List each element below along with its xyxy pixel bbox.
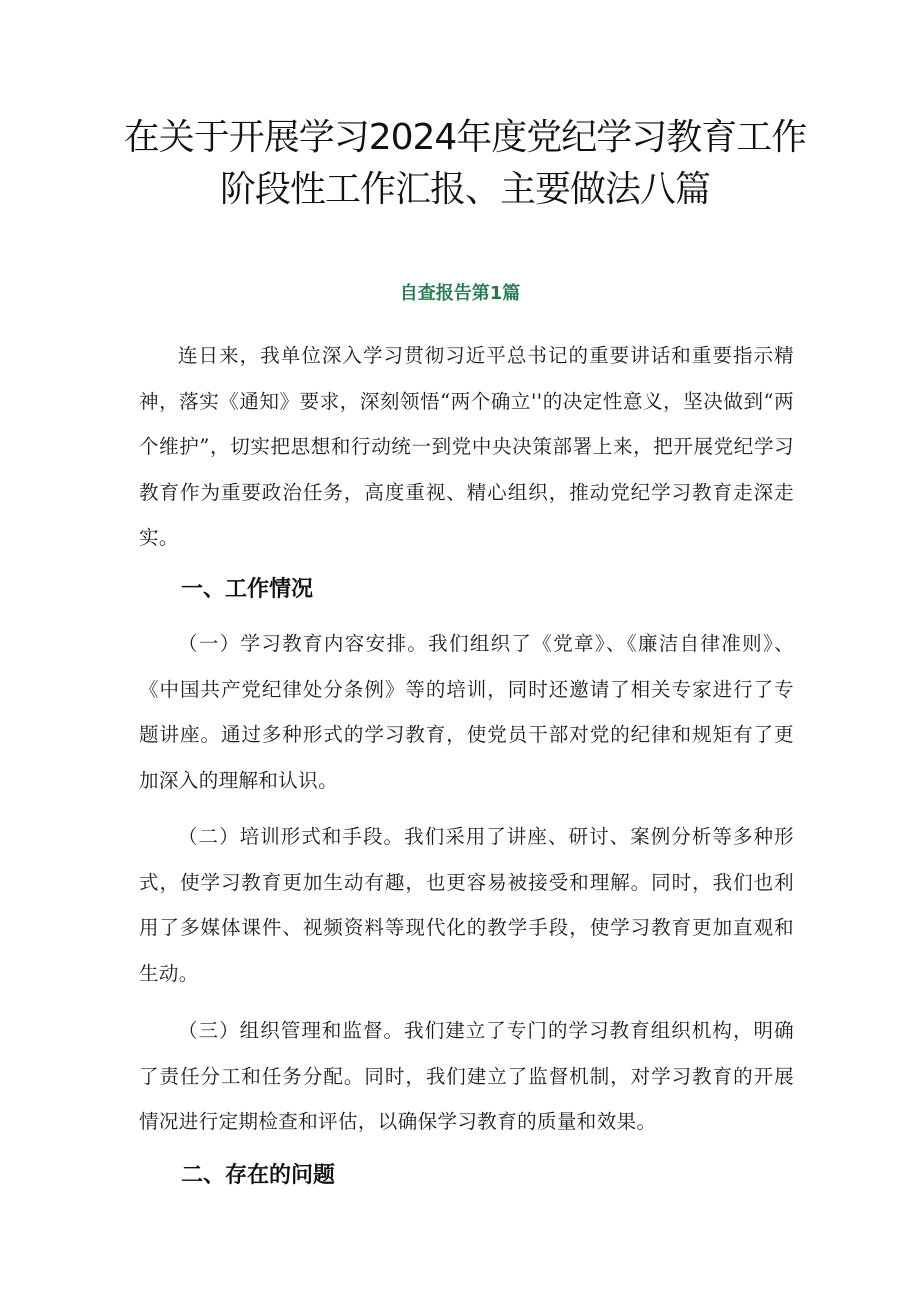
paragraph-training-forms: （二）培训形式和手段。我们采用了讲座、研讨、案例分析等多种形式，使学习教育更加生动有趣，也更容易被接受和理解。同时，我们也利用了多媒体课件、视频资料等现代化的教学手段，使学习教育更加直观和生动。 <box>139 825 794 985</box>
section-heading-problems: 二、存在的问题 <box>181 1163 336 1188</box>
document-title: 在关于开展学习2024年度党纪学习教育工作阶段性工作汇报、主要做法八篇 <box>123 117 807 210</box>
paragraph-management-supervision: （三）组织管理和监督。我们建立了专门的学习教育组织机构，明确了责任分工和任务分配。同时，我们建立了监督机制，对学习教育的开展情况进行定期检查和评估，以确保学习教育的质量和效果。 <box>139 1019 794 1133</box>
paragraph-content-arrangement: （一）学习教育内容安排。我们组织了《党章》、《廉洁自律准则》、《中国共产党纪律处分条例》等的培训，同时还邀请了相关专家进行了专题讲座。通过多种形式的学习教育，使党员干部对党的纪律和规矩有了更加深入的理解和认识。 <box>139 632 794 792</box>
report-heading: 自查报告第1篇 <box>399 283 521 304</box>
section-heading-work-status: 一、工作情况 <box>181 577 314 602</box>
intro-paragraph: 连日来，我单位深入学习贯彻习近平总书记的重要讲话和重要指示精神，落实《通知》要求，深刻领悟“两个确立''的决定性意义，坚决做到“两个维护”，切实把思想和行动统一到党中央决策部署上来，把开展党纪学习教育作为重要政治任务，高度重视、精心组织，推动党纪学习教育走深走实。 <box>139 344 794 549</box>
